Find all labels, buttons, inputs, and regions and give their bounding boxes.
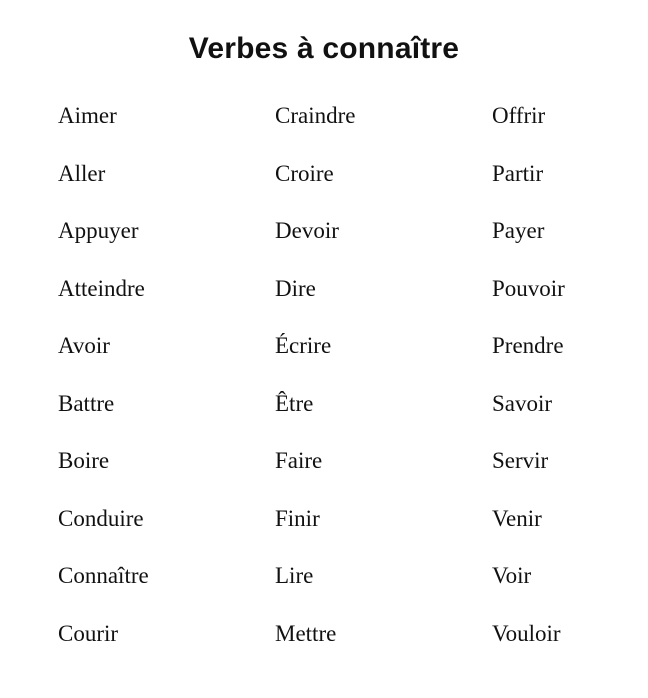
verb-item: Offrir xyxy=(492,103,546,128)
verb-item: Boire xyxy=(58,448,110,473)
verb-item: Dire xyxy=(275,275,316,301)
verb-item: Faire xyxy=(275,448,323,473)
verb-item: Appuyer xyxy=(58,218,139,243)
verb-item: Pouvoir xyxy=(492,275,565,301)
verb-column-3 xyxy=(492,96,648,671)
verb-item: Lire xyxy=(275,563,314,588)
verb-column-1 xyxy=(58,96,258,671)
verb-item: Mettre xyxy=(275,620,337,646)
verb-item: Conduire xyxy=(58,505,144,531)
verb-item: Connaître xyxy=(58,563,149,588)
verb-item: Craindre xyxy=(275,103,356,128)
verb-item: Venir xyxy=(492,505,542,531)
page-title: Verbes à connaître xyxy=(188,32,460,65)
verb-item: Vouloir xyxy=(492,620,561,646)
verb-column-2 xyxy=(275,96,475,671)
verb-item: Courir xyxy=(58,620,119,646)
verb-item: Atteindre xyxy=(58,275,145,301)
verb-item: Croire xyxy=(275,160,334,186)
verb-item: Servir xyxy=(492,448,549,473)
verb-item: Payer xyxy=(492,218,545,243)
verb-item: Être xyxy=(275,390,314,416)
verb-item: Savoir xyxy=(492,390,553,416)
verb-item: Aimer xyxy=(58,103,117,128)
verb-item: Prendre xyxy=(492,333,564,358)
verb-item: Partir xyxy=(492,160,544,186)
verb-item: Battre xyxy=(58,390,115,416)
verb-item: Aller xyxy=(58,160,106,186)
verb-item: Écrire xyxy=(275,333,332,358)
verb-item: Devoir xyxy=(275,218,339,243)
verb-item: Voir xyxy=(492,563,532,588)
verb-item: Avoir xyxy=(58,333,110,358)
verb-item: Finir xyxy=(275,505,320,531)
